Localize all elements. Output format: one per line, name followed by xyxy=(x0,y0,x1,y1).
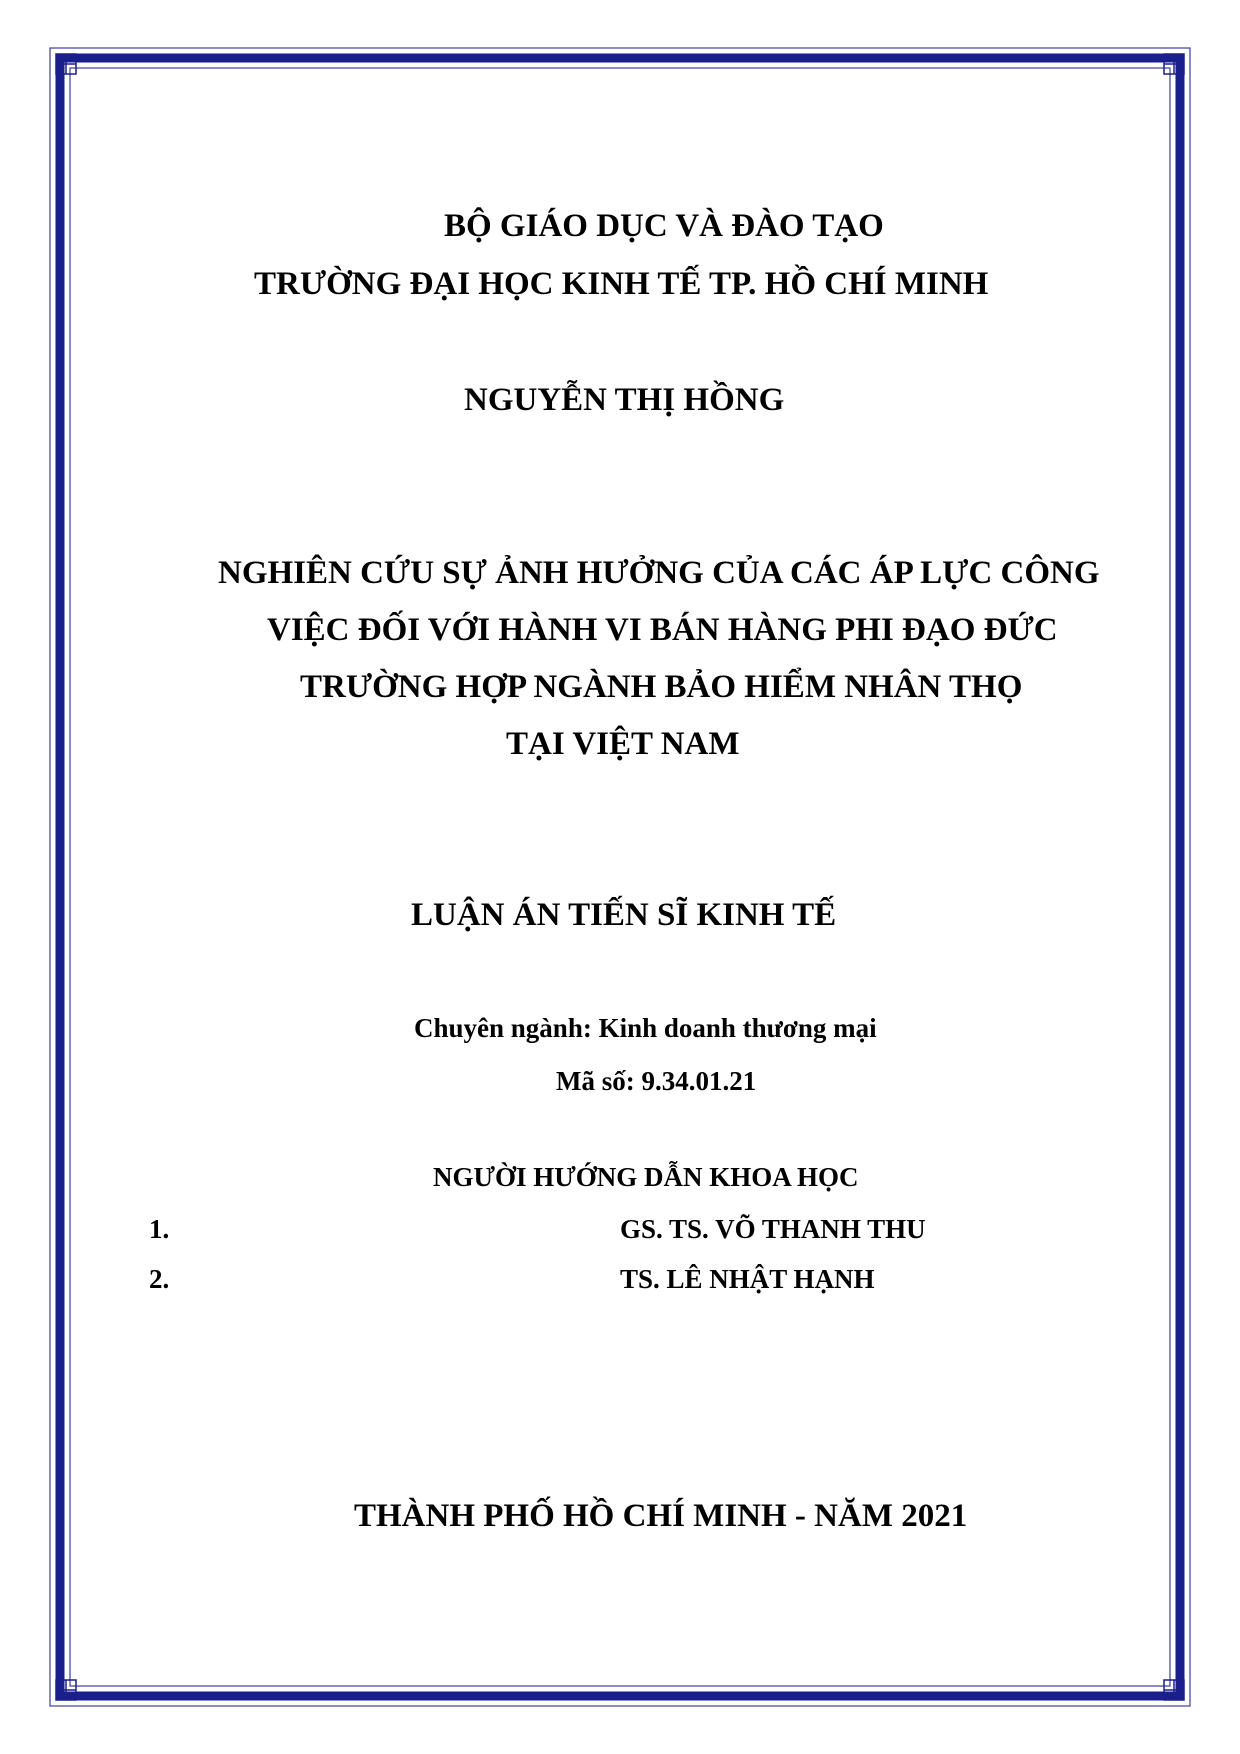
thesis-title-line-3: TRƯỜNG HỢP NGÀNH BẢO HIỂM NHÂN THỌ xyxy=(300,669,1023,705)
specialization: Chuyên ngành: Kinh doanh thương mại xyxy=(414,1013,877,1043)
supervisor-name-2: TS. LÊ NHẬT HẠNH xyxy=(620,1264,875,1294)
ministry-name: BỘ GIÁO DỤC VÀ ĐÀO TẠO xyxy=(444,208,884,244)
place-and-year: THÀNH PHỐ HỒ CHÍ MINH - NĂM 2021 xyxy=(354,1498,968,1534)
author-name: NGUYỄN THỊ HỒNG xyxy=(464,382,785,418)
supervisors-heading: NGƯỜI HƯỚNG DẪN KHOA HỌC xyxy=(433,1162,859,1192)
supervisor-number-2: 2. xyxy=(149,1264,170,1294)
thesis-title-line-4: TẠI VIỆT NAM xyxy=(506,726,740,762)
thesis-title-line-1: NGHIÊN CỨU SỰ ẢNH HƯỞNG CỦA CÁC ÁP LỰC CÔNG xyxy=(218,555,1100,591)
thesis-title-line-2: VIỆC ĐỐI VỚI HÀNH VI BÁN HÀNG PHI ĐẠO ĐỨC xyxy=(267,612,1058,648)
university-name: TRƯỜNG ĐẠI HỌC KINH TẾ TP. HỒ CHÍ MINH xyxy=(254,266,989,302)
degree-title: LUẬN ÁN TIẾN SĨ KINH TẾ xyxy=(411,897,837,933)
major-code: Mã số: 9.34.01.21 xyxy=(556,1066,757,1096)
supervisor-name-1: GS. TS. VÕ THANH THU xyxy=(620,1214,926,1244)
supervisor-number-1: 1. xyxy=(149,1214,170,1244)
